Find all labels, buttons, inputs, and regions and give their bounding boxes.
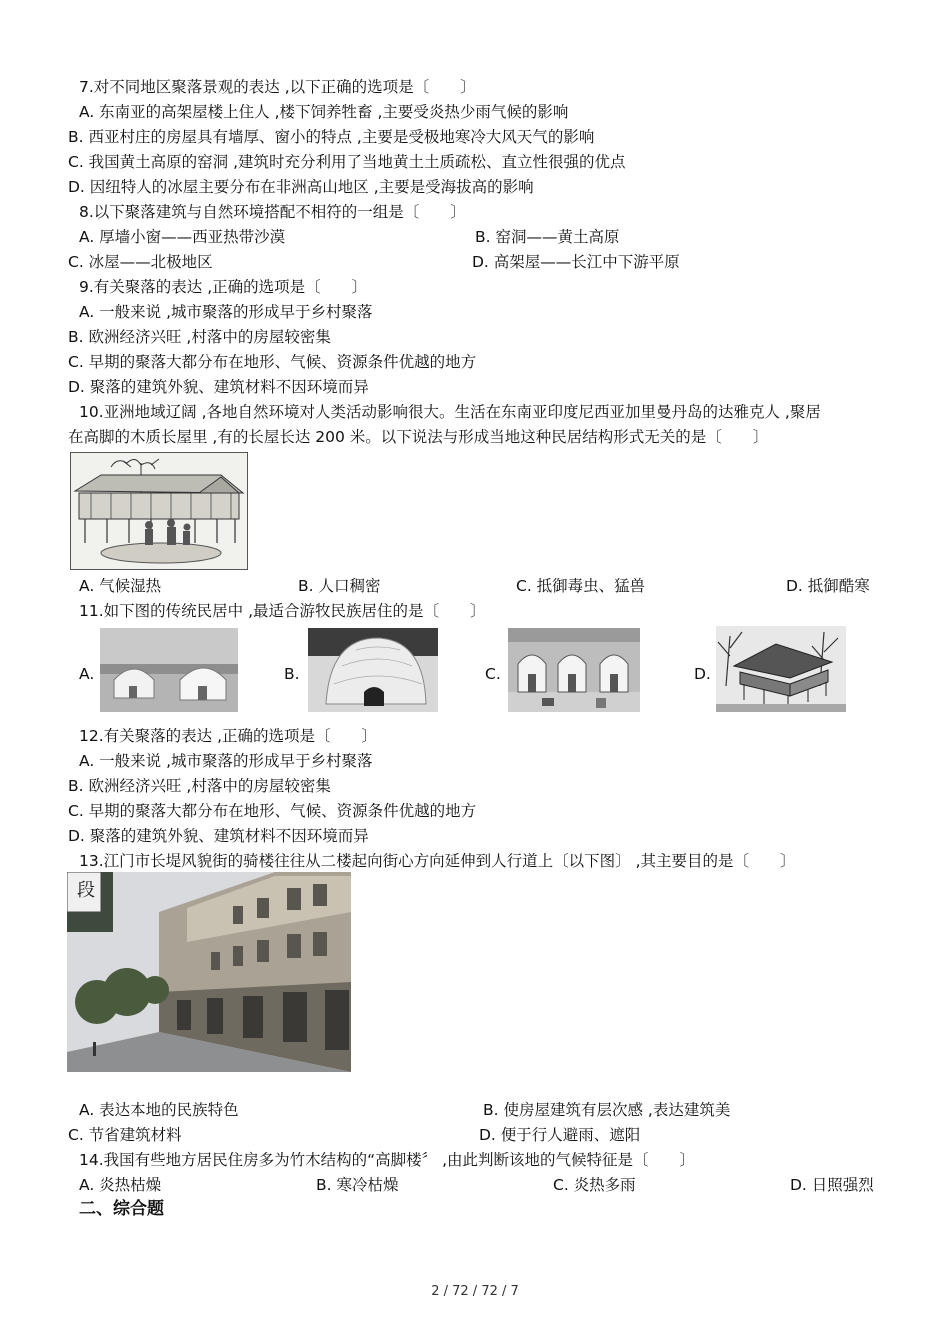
q14-option-b: B. 寒冷枯燥 <box>316 1176 399 1194</box>
q11-option-a-label: A. <box>79 665 95 683</box>
q8-option-c: C. 冰屋——北极地区 <box>68 253 213 271</box>
q8-option-a: A. 厚墙小窗——西亚热带沙漠 <box>79 228 286 246</box>
q13-option-a: A. 表达本地的民族特色 <box>79 1101 239 1119</box>
q10-option-a: A. 气候湿热 <box>79 577 162 595</box>
q7-option-d: D. 因纽特人的冰屋主要分布在非洲高山地区 ,主要是受海拔高的影响 <box>68 178 534 196</box>
q12-option-a: A. 一般来说 ,城市聚落的形成早于乡村聚落 <box>79 752 373 770</box>
cave-dwelling-photo-image <box>508 628 640 712</box>
q14-option-d: D. 日照强烈 <box>790 1176 874 1194</box>
q9-option-d: D. 聚落的建筑外貌、建筑材料不因环境而异 <box>68 378 369 396</box>
q13-option-b: B. 使房屋建筑有层次感 ,表达建筑美 <box>483 1101 731 1119</box>
section-heading: 二、综合题 <box>79 1199 164 1219</box>
q9-option-a: A. 一般来说 ,城市聚落的形成早于乡村聚落 <box>79 303 373 321</box>
q7-stem: 7.对不同地区聚落景观的表达 ,以下正确的选项是〔 〕 <box>79 78 476 96</box>
q12-option-b: B. 欧洲经济兴旺 ,村落中的房屋较密集 <box>68 777 331 795</box>
q12-option-c: C. 早期的聚落大都分布在地形、气候、资源条件优越的地方 <box>68 802 477 820</box>
q9-stem: 9.有关聚落的表达 ,正确的选项是〔 〕 <box>79 278 368 296</box>
q13-stem: 13.江门市长堤风貌街的骑楼往往从二楼起向街心方向延伸到人行道上〔以下图〕 ,其主要目的是〔 〕 <box>79 852 796 870</box>
q11-option-b-label: B. <box>284 665 300 683</box>
igloo-photo-image <box>308 628 438 712</box>
q9-option-b: B. 欧洲经济兴旺 ,村落中的房屋较密集 <box>68 328 331 346</box>
q13-option-d: D. 便于行人避雨、遮阳 <box>479 1126 641 1144</box>
page-footer: 2 / 72 / 72 / 7 <box>431 1284 519 1299</box>
yurt-photo-image <box>100 628 238 712</box>
arcade-street-photo-image <box>67 872 351 1072</box>
q8-option-d: D. 高架屋——长江中下游平原 <box>472 253 680 271</box>
q14-stem: 14.我国有些地方居民住房多为竹木结构的“高脚楼〞 ,由此判断该地的气候特征是〔 〕 <box>79 1151 696 1169</box>
q7-option-b: B. 西亚村庄的房屋具有墙厚、窗小的特点 ,主要是受极地寒冷大风天气的影响 <box>68 128 595 146</box>
q10-option-c: C. 抵御毒虫、猛兽 <box>516 577 646 595</box>
q14-option-c: C. 炎热多雨 <box>553 1176 636 1194</box>
q10-option-d: D. 抵御酷寒 <box>786 577 870 595</box>
q7-option-a: A. 东南亚的高架屋楼上住人 ,楼下饲养牲畜 ,主要受炎热少雨气候的影响 <box>79 103 569 121</box>
q8-stem: 8.以下聚落建筑与自然环境搭配不相符的一组是〔 〕 <box>79 203 466 221</box>
longhouse-sketch-image <box>70 452 248 570</box>
q7-option-c: C. 我国黄土高原的窑洞 ,建筑时充分利用了当地黄土土质疏松、直立性很强的优点 <box>68 153 626 171</box>
q10-option-b: B. 人口稠密 <box>298 577 381 595</box>
q10-stem-line1: 10.亚洲地域辽阔 ,各地自然环境对人类活动影响很大。生活在东南亚印度尼西亚加里曼丹岛的达雅克人 ,聚居 <box>79 403 821 421</box>
q11-option-d-label: D. <box>694 665 711 683</box>
q8-option-b: B. 窑洞——黄土高原 <box>475 228 620 246</box>
q13-option-c: C. 节省建筑材料 <box>68 1126 182 1144</box>
q10-stem-line2: 在高脚的木质长屋里 ,有的长屋长达 200 米。以下说法与形成当地这种民居结构形式无关的是〔 〕 <box>68 428 769 446</box>
q12-option-d: D. 聚落的建筑外貌、建筑材料不因环境而异 <box>68 827 369 845</box>
q11-option-c-label: C. <box>485 665 501 683</box>
street-sign-text: 段 <box>77 880 95 901</box>
q14-option-a: A. 炎热枯燥 <box>79 1176 162 1194</box>
q12-stem: 12.有关聚落的表达 ,正确的选项是〔 〕 <box>79 727 378 745</box>
stilt-house-photo-image <box>716 626 846 712</box>
q11-stem: 11.如下图的传统民居中 ,最适合游牧民族居住的是〔 〕 <box>79 602 486 620</box>
q9-option-c: C. 早期的聚落大都分布在地形、气候、资源条件优越的地方 <box>68 353 477 371</box>
